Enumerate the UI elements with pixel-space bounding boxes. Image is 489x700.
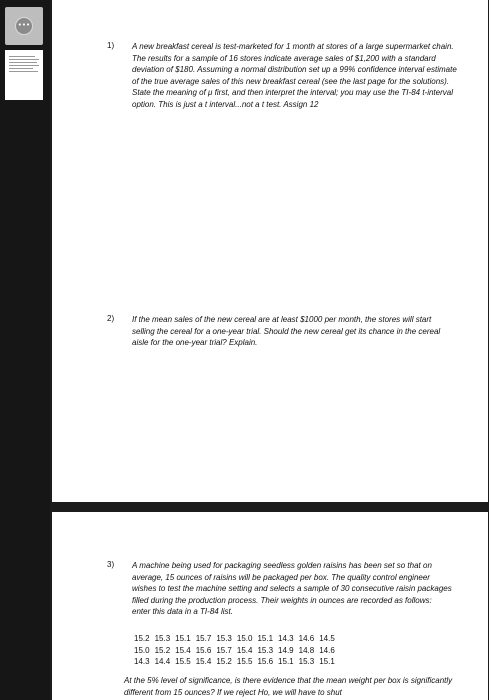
table-row: [134, 656, 340, 668]
table-cell: 15.3: [216, 634, 232, 644]
table-cell: 15.2: [134, 634, 150, 644]
table-cell: 15.2: [216, 657, 232, 667]
table-cell: 15.2: [154, 645, 171, 655]
table-cell: 15.4: [195, 657, 212, 667]
table-cell: 14.4: [154, 657, 171, 667]
table-cell: 14.6: [319, 645, 335, 655]
table-cell: 15.0: [134, 645, 150, 655]
question-text: At the 5% level of significance, is there evidence that the mean weight per box is significantly different from 15 ounces? If we reject Ho, we will have to shut: [124, 676, 453, 697]
document-page: [52, 512, 488, 700]
more-options-icon[interactable]: •••: [15, 17, 33, 35]
table-cell: 15.3: [257, 645, 274, 655]
table-cell: 15.6: [257, 657, 274, 667]
question-number: 1): [107, 41, 115, 50]
question-number: 3): [107, 560, 115, 569]
table-cell: 14.5: [319, 634, 335, 644]
table-cell: 14.9: [278, 645, 294, 655]
table-cell: 15.1: [278, 657, 294, 667]
table-cell: 15.0: [236, 634, 253, 644]
table-cell: 15.6: [195, 645, 212, 655]
table-cell: 14.8: [298, 645, 315, 655]
table-cell: 15.3: [298, 657, 315, 667]
table-cell: 15.3: [154, 634, 171, 644]
question-number: 2): [107, 314, 115, 323]
page-thumbnail-sidebar: [0, 0, 50, 700]
table-cell: 14.3: [278, 634, 294, 644]
table-cell: 15.1: [319, 657, 335, 667]
table-cell: 15.5: [236, 657, 253, 667]
table-cell: 15.4: [175, 645, 191, 655]
table-cell: 15.1: [175, 634, 191, 644]
page-thumbnail[interactable]: [5, 50, 43, 100]
table-cell: 15.1: [257, 634, 274, 644]
table-row: [134, 633, 340, 645]
document-page: [52, 0, 488, 502]
question-text: A machine being used for packaging seedless golden raisins has been set so that on average, 15 ounces of raisins will be packaged per box. The quality control engineer wishes to test the machine setting and selects a sample of 30 consecutive raisin packages filled during the production process. Their weights in ounces are recorded as follows: enter this data in a TI-84 list.: [132, 561, 452, 617]
table-cell: 14.6: [298, 634, 315, 644]
table-cell: 15.5: [175, 657, 191, 667]
question-text: A new breakfast cereal is test-marketed for 1 month at stores of a large supermarket chain. The results for a sample of 16 stores indicate average sales of $1,200 with a standard deviation of $180. Assuming a normal distribution set up a 99% confidence interval estimate of the true average sales of this new breakfast cereal (see the last page for the solutions). State the meaning of μ first, and then interpret the interval; you may use the TI-84 t-interval option. This is just a t interval...not a t test. Assign 12: [132, 42, 457, 109]
table-row: [134, 645, 340, 657]
table-cell: 14.3: [134, 657, 150, 667]
current-page-thumbnail[interactable]: [5, 7, 43, 45]
raisin-weights-table: [134, 633, 340, 668]
table-cell: 15.4: [236, 645, 253, 655]
table-cell: 15.7: [216, 645, 232, 655]
question-text: If the mean sales of the new cereal are at least $1000 per month, the stores will start selling the cereal for a one-year trial. Should the new cereal get its chance in the cereal aisle for the one-year trial? Explain.: [132, 315, 441, 348]
table-cell: 15.7: [195, 634, 212, 644]
